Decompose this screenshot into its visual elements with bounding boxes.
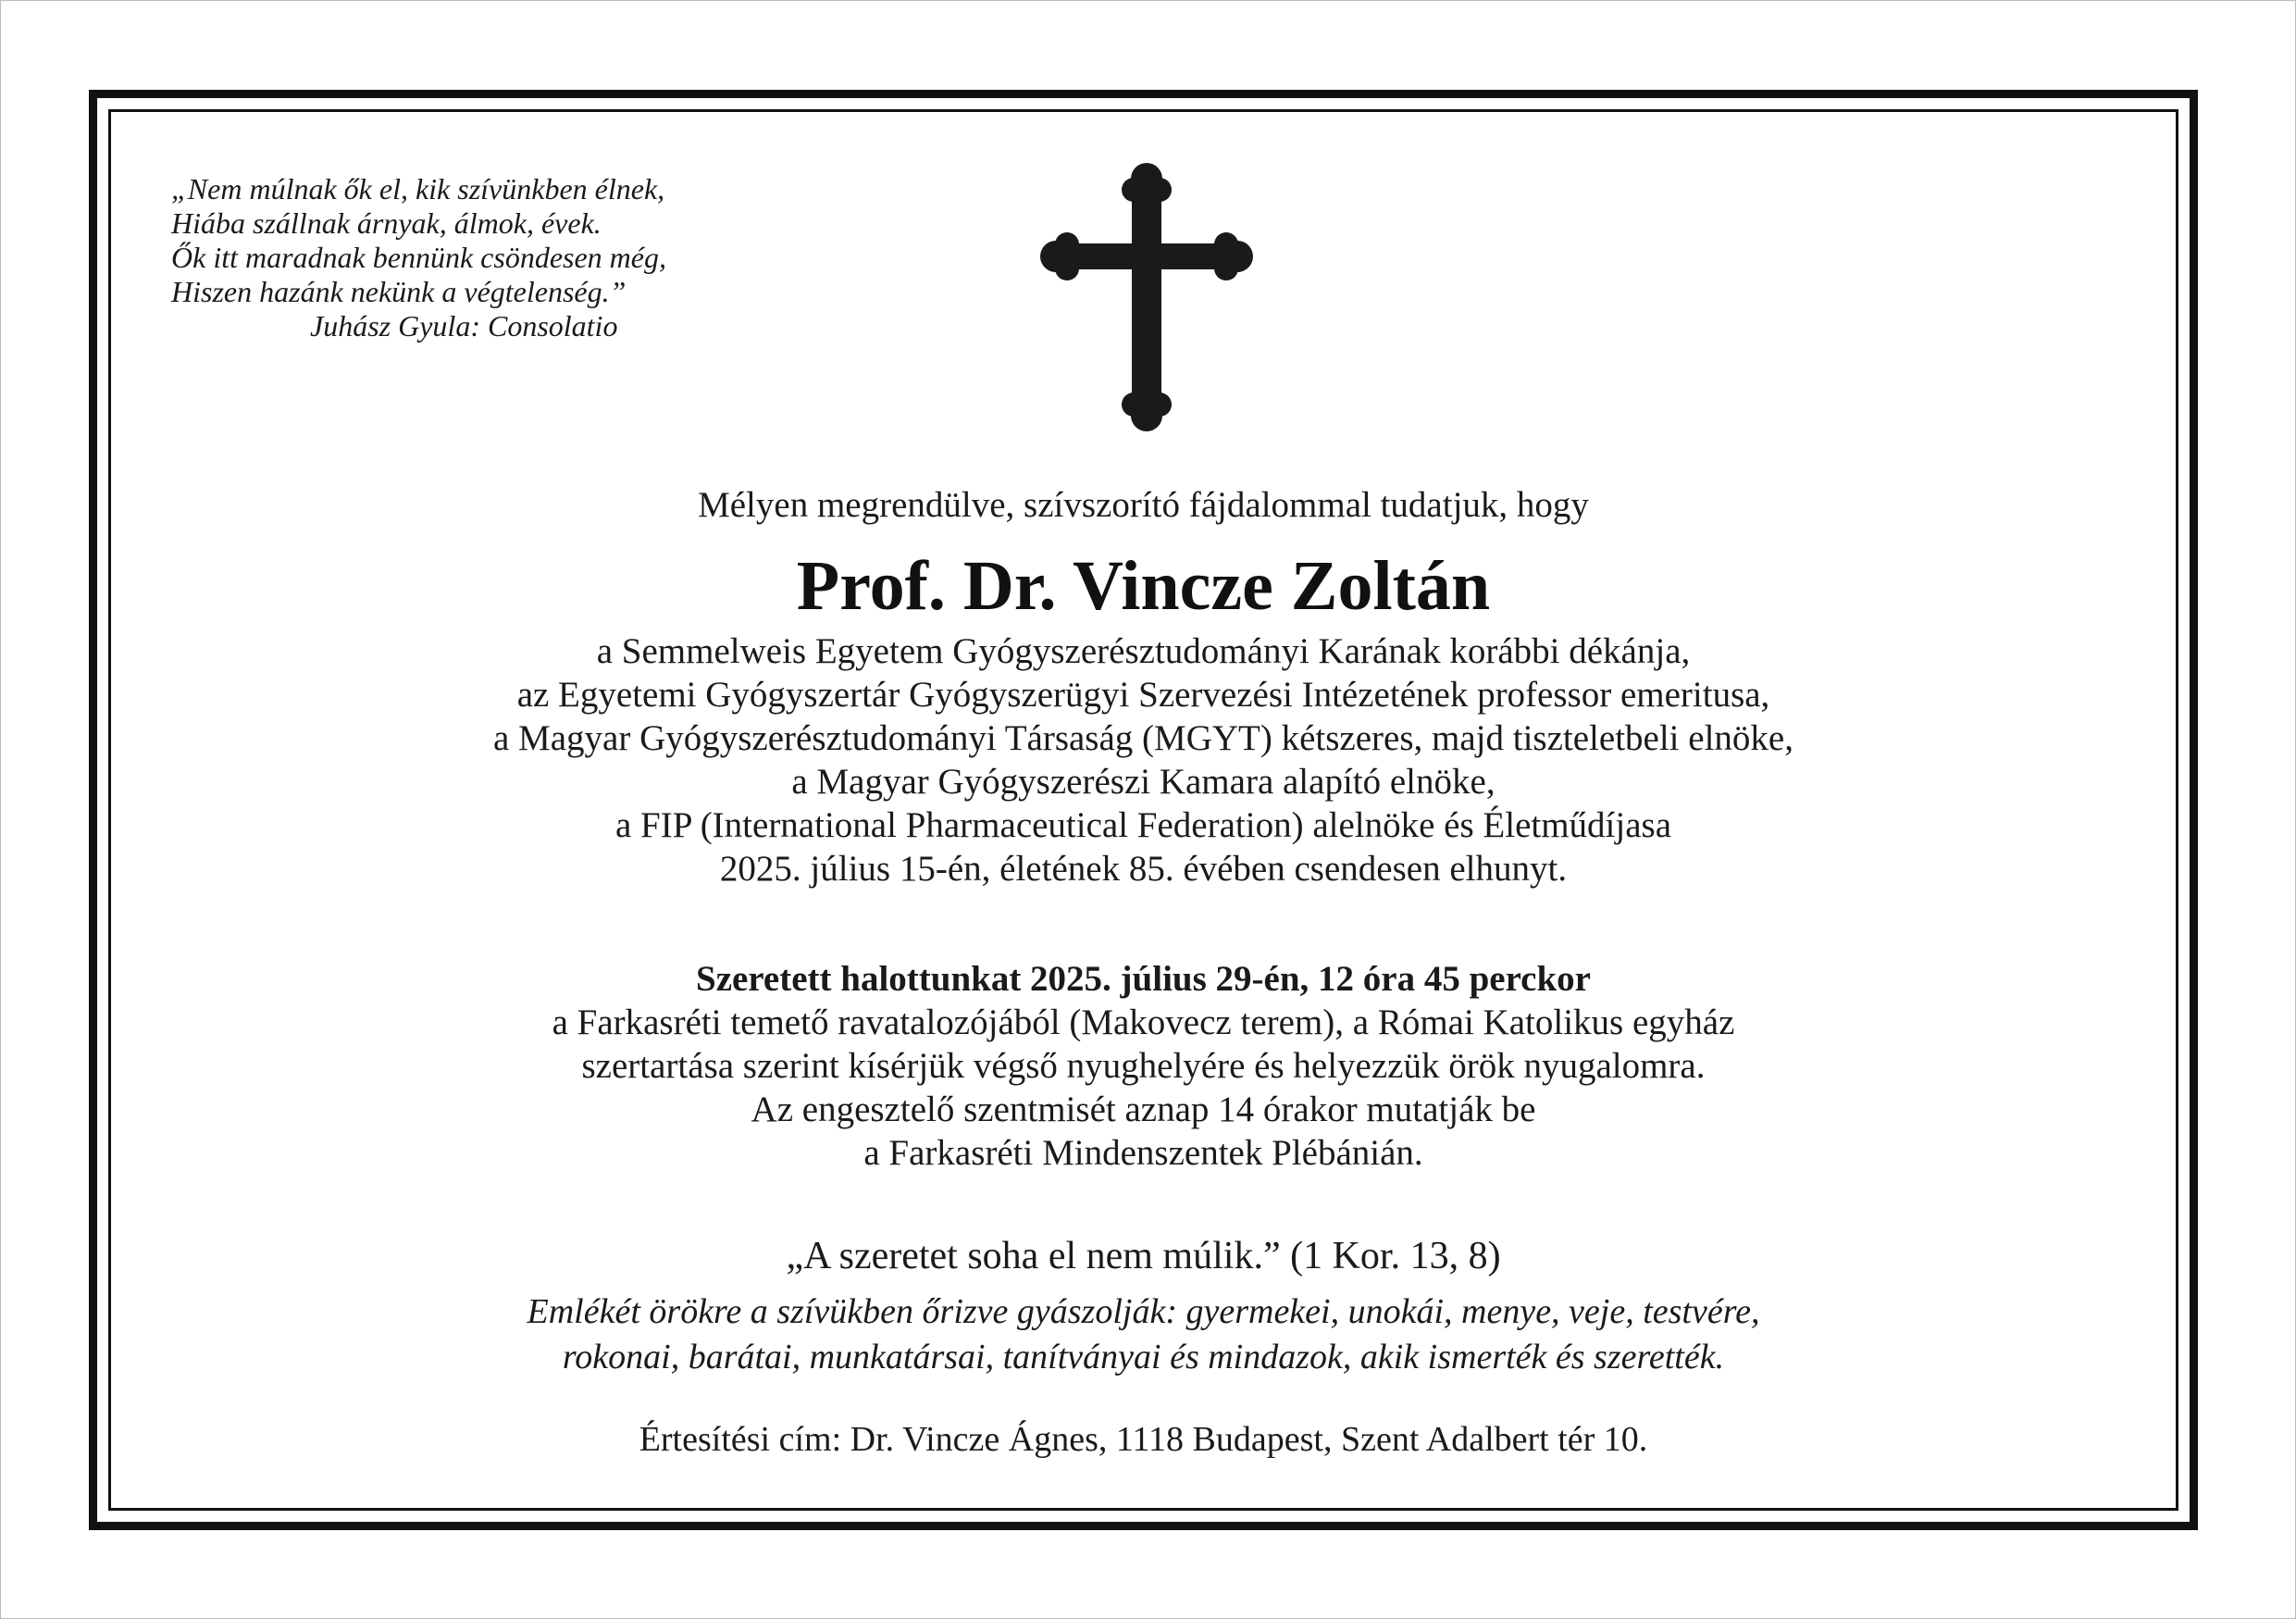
poem-line: Hiába szállnak árnyak, álmok, évek. [171,206,602,240]
funeral-headline: Szeretett halottunkat 2025. július 29-én, 12 óra 45 perckor [696,959,1591,999]
title-line: a Magyar Gyógyszerészi Kamara alapító elnöke, [791,762,1496,802]
bible-quote: „A szeretet soha el nem múlik.” (1 Kor. 13, 8) [786,1235,1501,1277]
announcement-intro: Mélyen megrendülve, szívszorító fájdalommal tudatjuk, hogy [698,485,1589,525]
notification-address: Értesítési cím: Dr. Vincze Ágnes, 1118 Budapest, Szent Adalbert tér 10. [639,1420,1648,1459]
mourners-line: Emlékét örökre a szívükben őrizve gyászolják: gyermekei, unokái, menye, veje, testvére, [527,1292,1760,1331]
title-line: a FIP (International Pharmaceutical Federation) alelnöke és Életműdíjasa [614,805,1672,845]
poem-quote [171,172,666,343]
funeral-line: szertartása szerint kísérjük végső nyughelyére és helyezzük örök nyugalomra. [581,1046,1706,1086]
poem-line: Ők itt maradnak bennünk csöndesen még, [171,241,666,274]
title-line: a Magyar Gyógyszerésztudományi Társaság (MGYT) kétszeres, majd tiszteletbeli elnöke, [493,718,1793,758]
poem-attribution: Juhász Gyula: Consolatio [310,309,618,342]
funeral-line: a Farkasréti Mindenszentek Plébánián. [863,1133,1423,1173]
funeral-line: a Farkasréti temető ravatalozójából (Makovecz terem), a Római Katolikus egyház [552,1003,1735,1042]
cross-icon [1039,162,1254,432]
poem-line: „Nem múlnak ők el, kik szívünkben élnek, [171,172,665,205]
deceased-name: Prof. Dr. Vincze Zoltán [796,547,1491,625]
mourners-line: rokonai, barátai, munkatársai, tanítványai és mindazok, akik ismerték és szerették. [562,1338,1725,1376]
funeral-details [108,957,2178,1175]
mourners-text [108,1289,2178,1380]
poem-line: Hiszen hazánk nekünk a végtelenség.” [171,275,627,308]
funeral-line: Az engesztelő szentmisét aznap 14 órakor mutatják be [751,1090,1536,1129]
deceased-titles [108,629,2178,890]
title-line: a Semmelweis Egyetem Gyógyszerésztudományi Karának korábbi dékánja, [596,631,1691,671]
title-line: 2025. július 15-én, életének 85. évében csendesen elhunyt. [719,849,1568,889]
title-line: az Egyetemi Gyógyszertár Gyógyszerügyi Szervezési Intézetének professor emeritusa, [516,675,1770,715]
